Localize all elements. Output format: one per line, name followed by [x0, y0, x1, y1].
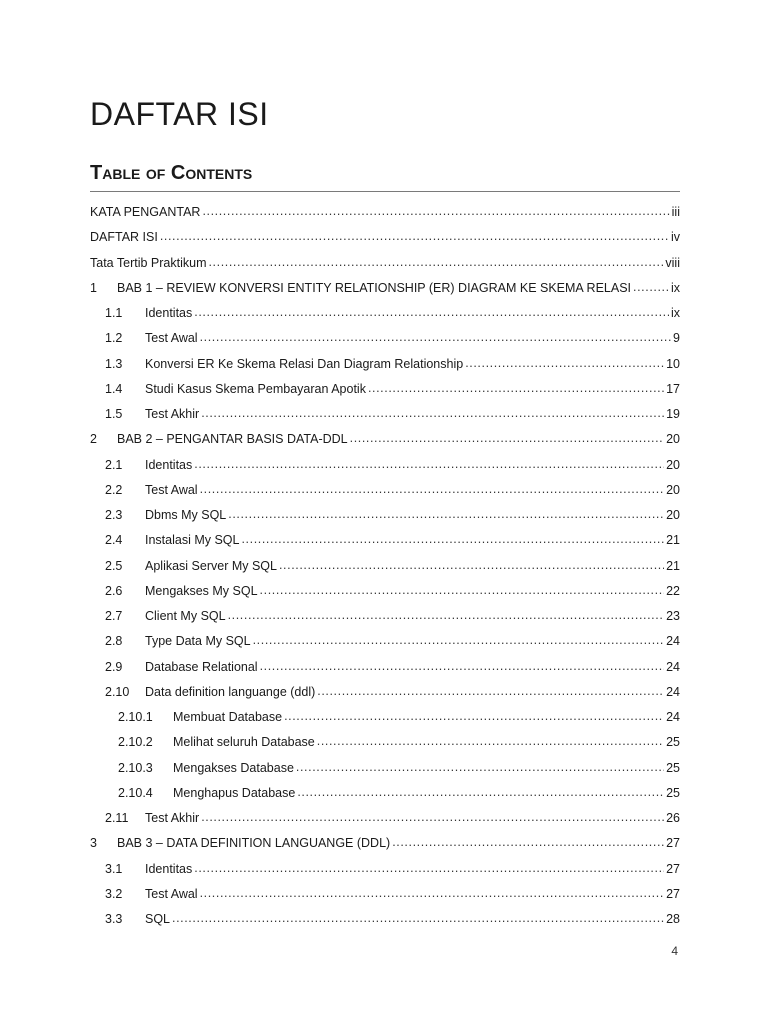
toc-dot-leader	[465, 351, 664, 376]
toc-entry-label: Tata Tertib Praktikum	[90, 255, 207, 270]
toc-entry-label: BAB 1 – REVIEW KONVERSI ENTITY RELATIONSHIP (ER) DIAGRAM KE SKEMA RELASI	[117, 280, 632, 295]
toc-entry-page: 25	[666, 785, 680, 800]
toc-entry[interactable]	[90, 730, 680, 755]
toc-entry[interactable]	[90, 377, 680, 402]
toc-entry-page: ix	[670, 306, 680, 320]
toc-entry-number: 3.3	[105, 912, 123, 926]
toc-entry-page: 23	[666, 609, 680, 623]
toc-entry-label: Data definition languange (ddl)	[145, 684, 316, 699]
toc-dot-leader	[200, 477, 665, 502]
toc-entry[interactable]	[90, 554, 680, 579]
toc-entry-page: 26	[666, 811, 680, 825]
toc-entry-label: BAB 3 – DATA DEFINITION LANGUANGE (DDL)	[117, 836, 391, 851]
toc-dot-leader	[194, 856, 664, 881]
toc-entry-page: 27	[666, 836, 680, 851]
toc-entry-page: 24	[666, 684, 680, 699]
toc-entry[interactable]	[90, 705, 680, 730]
toc-dot-leader	[201, 805, 664, 830]
toc-entry-page: 27	[666, 886, 680, 901]
toc-entry-page: 24	[666, 710, 680, 724]
toc-entry-page: viii	[665, 255, 680, 270]
toc-dot-leader	[392, 830, 664, 855]
toc-entry[interactable]	[90, 629, 680, 654]
toc-entry-number: 2.9	[105, 659, 123, 674]
page-number: 4	[671, 944, 678, 958]
toc-entry-label: Test Awal	[145, 331, 198, 346]
toc-entry-number: 2.4	[105, 533, 123, 548]
toc-entry-page: 21	[666, 533, 680, 548]
toc-entry-label: Studi Kasus Skema Pembayaran Apotik	[145, 381, 366, 396]
toc-entry[interactable]	[90, 478, 680, 503]
toc-entry[interactable]	[90, 806, 680, 831]
toc-entry-number: 2.10.3	[118, 760, 153, 775]
toc-entry-number: 3.1	[105, 861, 123, 876]
toc-entry[interactable]	[90, 200, 680, 225]
toc-entry-number: 1.2	[105, 331, 123, 346]
toc-entry[interactable]	[90, 655, 680, 680]
toc-dot-leader	[194, 452, 664, 477]
toc-entry[interactable]	[90, 882, 680, 907]
toc-entry[interactable]	[90, 402, 680, 427]
toc-entry-page: 19	[666, 407, 680, 421]
toc-entry-number: 2.1	[105, 457, 123, 472]
toc-dot-leader	[633, 275, 669, 300]
toc-entry-label: Mengakses My SQL	[145, 583, 258, 598]
toc-dot-leader	[296, 755, 664, 780]
toc-dot-leader	[201, 401, 664, 426]
toc-entry[interactable]	[90, 528, 680, 553]
toc-entry-page: 10	[666, 356, 680, 371]
toc-entry[interactable]	[90, 579, 680, 604]
toc-entry[interactable]	[90, 251, 680, 276]
toc-entry-label: Identitas	[145, 861, 193, 876]
toc-entry-label: Menghapus Database	[173, 785, 296, 800]
toc-entry-label: Test Awal	[145, 886, 198, 901]
toc-entry-label: Membuat Database	[173, 710, 283, 724]
toc-entry-number: 2.6	[105, 583, 123, 598]
toc-dot-leader	[160, 224, 669, 249]
toc-entry-number: 1.1	[105, 306, 123, 320]
toc-entry-number: 2.8	[105, 634, 123, 649]
toc-entry-number: 2.11	[105, 811, 129, 825]
toc-entry-label: Melihat seluruh Database	[173, 735, 315, 750]
toc-dot-leader	[200, 325, 671, 350]
toc-dot-leader	[200, 881, 665, 906]
toc-entry-label: Identitas	[145, 457, 193, 472]
toc-entry[interactable]	[90, 907, 680, 932]
toc-entry-page: iii	[671, 205, 680, 219]
toc-entry-number: 2.10.4	[118, 785, 153, 800]
toc-dot-leader	[279, 553, 664, 578]
toc-entry-page: iv	[670, 230, 680, 245]
toc-entry-page: 22	[666, 583, 680, 598]
toc-entry-number: 3	[90, 836, 97, 851]
toc-entry[interactable]	[90, 225, 680, 250]
toc-entry-label: Dbms My SQL	[145, 508, 227, 522]
toc-entry-label: KATA PENGANTAR	[90, 205, 201, 219]
toc-entry-number: 1.5	[105, 407, 123, 421]
toc-entry-page: 28	[666, 912, 680, 926]
toc-entry[interactable]	[90, 503, 680, 528]
toc-entry-label: BAB 2 – PENGANTAR BASIS DATA-DDL	[117, 432, 348, 447]
toc-entry-number: 2	[90, 432, 97, 447]
toc-entry[interactable]	[90, 427, 680, 452]
toc-entry-label: Instalasi My SQL	[145, 533, 240, 548]
toc-dot-leader	[260, 578, 665, 603]
toc-entry-page: 20	[666, 508, 680, 522]
toc-entry[interactable]	[90, 326, 680, 351]
toc-dot-leader	[208, 250, 663, 275]
toc-entry-label: Aplikasi Server My SQL	[145, 558, 277, 573]
toc-entry-number: 2.3	[105, 508, 123, 522]
toc-entry-number: 2.7	[105, 609, 123, 623]
toc-entry-label: Test Akhir	[145, 407, 200, 421]
toc-entry[interactable]	[90, 756, 680, 781]
toc-entry-label: Type Data My SQL	[145, 634, 251, 649]
toc-entry-page: 21	[666, 558, 680, 573]
toc-entry-label: Mengakses Database	[173, 760, 294, 775]
toc-dot-leader	[194, 300, 669, 325]
toc-dot-leader	[260, 654, 665, 679]
toc-entry-label: Identitas	[145, 306, 193, 320]
toc-entry[interactable]	[90, 453, 680, 478]
toc-entry[interactable]	[90, 301, 680, 326]
toc-dot-leader	[228, 603, 665, 628]
toc-entry[interactable]	[90, 680, 680, 705]
toc-entry-label: Database Relational	[145, 659, 258, 674]
toc-dot-leader	[297, 780, 664, 805]
toc-entry-number: 2.2	[105, 482, 123, 497]
toc-dot-leader	[241, 527, 664, 552]
toc-dot-leader	[317, 729, 664, 754]
toc-entry-number: 2.10.1	[118, 710, 153, 724]
toc-dot-leader	[228, 502, 664, 527]
toc-dot-leader	[368, 376, 664, 401]
page-title: DAFTAR ISI	[90, 96, 269, 132]
toc-dot-leader	[172, 906, 664, 931]
toc-entry-number: 2.10	[105, 684, 130, 699]
toc-entry-label: Client My SQL	[145, 609, 226, 623]
toc-entry-page: 27	[666, 861, 680, 876]
toc-entry[interactable]	[90, 352, 680, 377]
toc-dot-leader	[253, 628, 664, 653]
toc-dot-leader	[350, 426, 664, 451]
toc-entry-number: 2.5	[105, 558, 123, 573]
toc-dot-leader	[317, 679, 664, 704]
toc-entry[interactable]	[90, 831, 680, 856]
toc-entry-label: Test Awal	[145, 482, 198, 497]
toc-entry-number: 2.10.2	[118, 735, 153, 750]
table-of-contents	[90, 200, 680, 932]
toc-entry-page: 20	[666, 432, 680, 447]
toc-entry-page: 25	[666, 760, 680, 775]
toc-entry-number: 1.4	[105, 381, 123, 396]
toc-entry-page: 20	[666, 482, 680, 497]
toc-entry-page: 20	[666, 457, 680, 472]
toc-dot-leader	[284, 704, 664, 729]
toc-entry-label: SQL	[145, 912, 171, 926]
toc-entry[interactable]	[90, 857, 680, 882]
toc-entry[interactable]	[90, 604, 680, 629]
toc-entry-number: 3.2	[105, 886, 123, 901]
toc-entry-label: Konversi ER Ke Skema Relasi Dan Diagram Relationship	[145, 356, 464, 371]
toc-entry-number: 1	[90, 280, 97, 295]
toc-entry[interactable]	[90, 781, 680, 806]
toc-entry-number: 1.3	[105, 356, 123, 371]
toc-entry-page: ix	[670, 280, 680, 295]
toc-entry-page: 24	[666, 634, 680, 649]
toc-dot-leader	[202, 199, 669, 224]
toc-entry-page: 9	[673, 331, 680, 346]
toc-heading: Table of Contents	[90, 162, 680, 192]
toc-entry-page: 17	[666, 381, 680, 396]
toc-entry-page: 25	[666, 735, 680, 750]
toc-entry[interactable]	[90, 276, 680, 301]
toc-entry-page: 24	[666, 659, 680, 674]
toc-entry-label: DAFTAR ISI	[90, 230, 158, 245]
toc-entry-label: Test Akhir	[145, 811, 200, 825]
